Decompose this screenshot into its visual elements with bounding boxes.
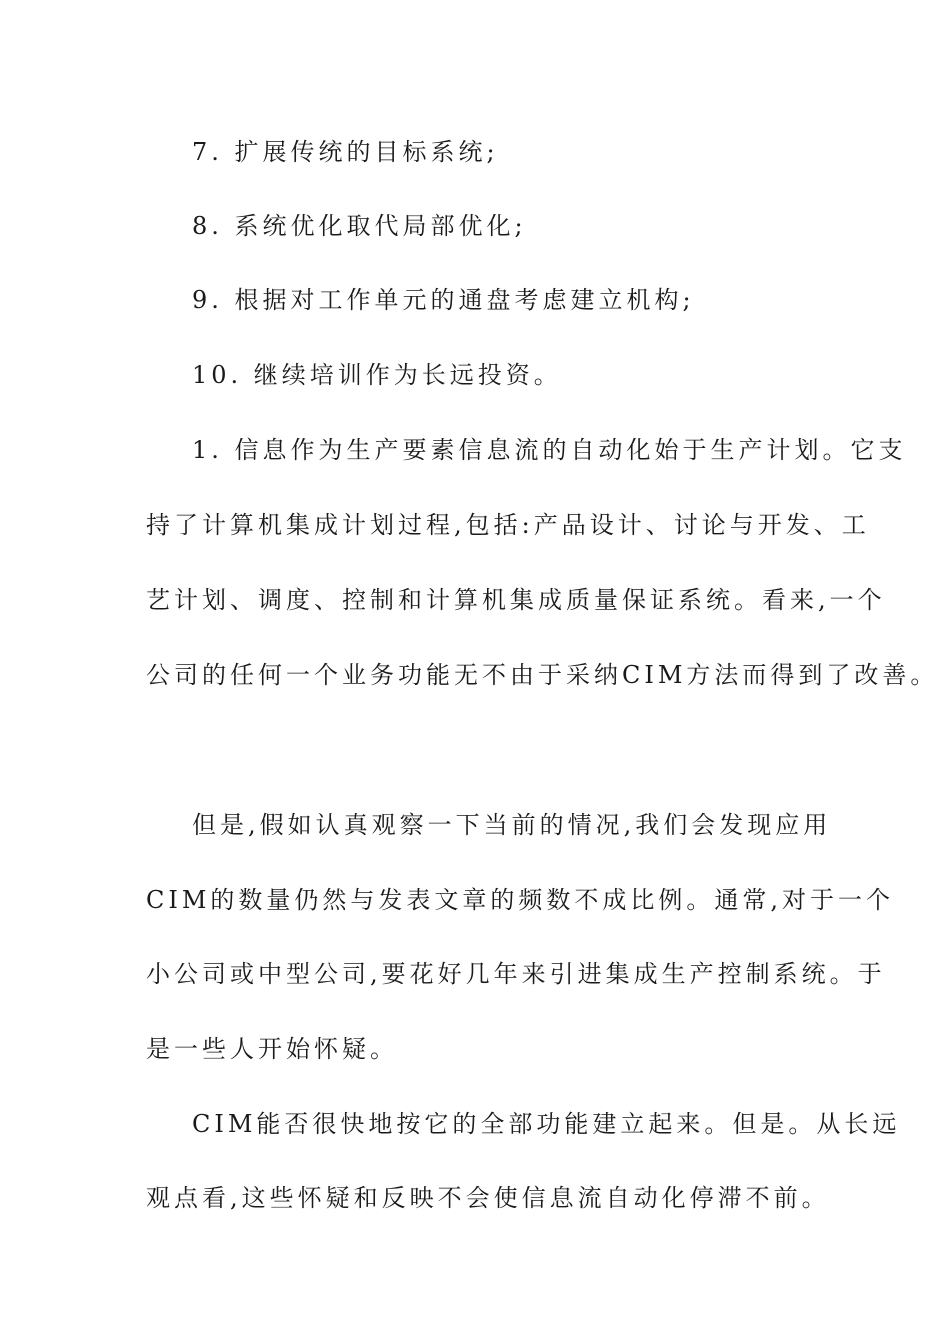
paragraph-1-line-3: 艺计划、调度、控制和计算机集成质量保证系统。看来,一个 bbox=[146, 586, 886, 614]
list-item-10: 10. 继续培训作为长远投资。 bbox=[192, 361, 562, 389]
list-item-7: 7. 扩展传统的目标系统; bbox=[192, 138, 499, 166]
paragraph-2-line-3: 小公司或中型公司,要花好几年来引进集成生产控制系统。于 bbox=[146, 960, 886, 988]
paragraph-2-line-2: CIM的数量仍然与发表文章的频数不成比例。通常,对于一个 bbox=[146, 886, 895, 914]
paragraph-3-line-1: CIM能否很快地按它的全部功能建立起来。但是。从长远 bbox=[192, 1110, 901, 1138]
paragraph-2-line-1: 但是,假如认真观察一下当前的情况,我们会发现应用 bbox=[192, 811, 832, 839]
paragraph-2-line-4: 是一些人开始怀疑。 bbox=[146, 1035, 398, 1063]
paragraph-1-line-2: 持了计算机集成计划过程,包括:产品设计、讨论与开发、工 bbox=[146, 511, 870, 539]
list-item-9: 9. 根据对工作单元的通盘考虑建立机构; bbox=[192, 286, 695, 314]
list-item-8: 8. 系统优化取代局部优化; bbox=[192, 212, 527, 240]
paragraph-1-line-1: 1. 信息作为生产要素信息流的自动化始于生产计划。它支 bbox=[192, 436, 907, 464]
paragraph-3-line-2: 观点看,这些怀疑和反映不会使信息流自动化停滞不前。 bbox=[146, 1184, 830, 1212]
paragraph-1-line-4: 公司的任何一个业务功能无不由于采纳CIM方法而得到了改善。 bbox=[146, 661, 939, 689]
